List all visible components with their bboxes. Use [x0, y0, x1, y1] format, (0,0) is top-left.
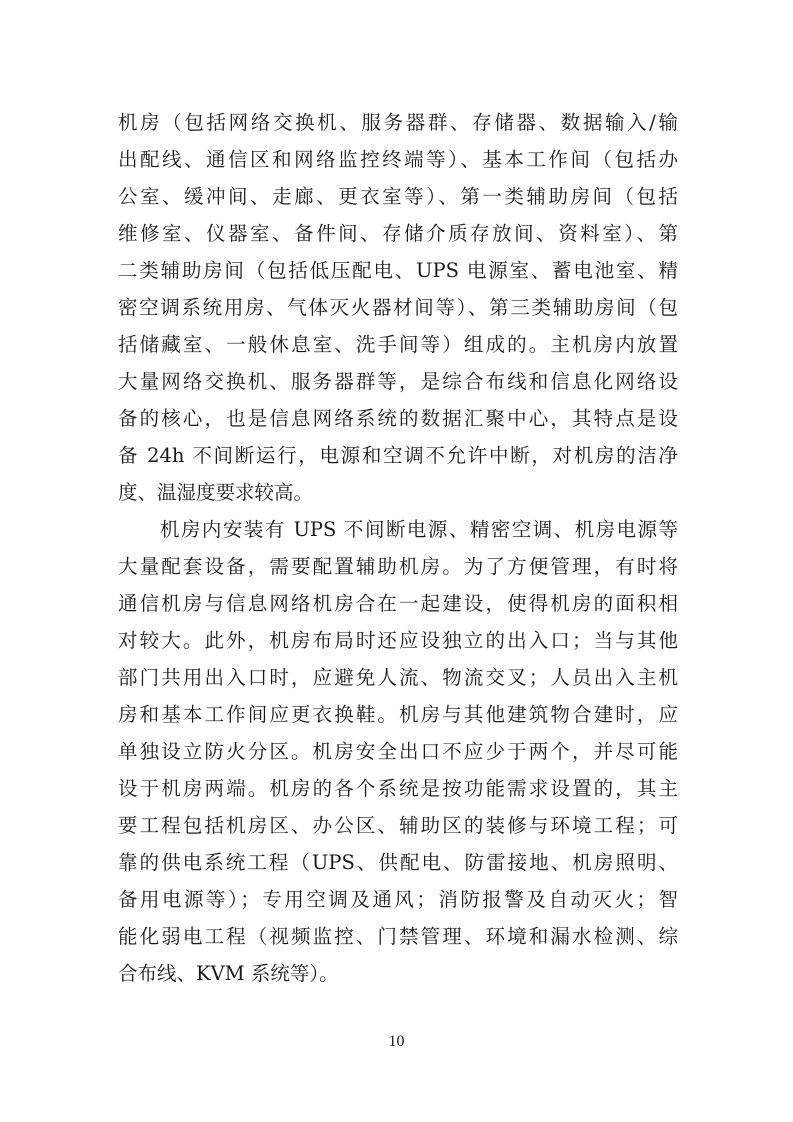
- text-line: 公室、缓冲间、走廊、更衣室等）、第一类辅助房间（包括: [118, 185, 678, 208]
- page-number: 10: [388, 1033, 405, 1050]
- text-line: 部门共用出入口时，应避免人流、物流交叉；人员出入主机: [118, 666, 678, 689]
- text-line: 设于机房两端。机房的各个系统是按功能需求设置的，其主: [118, 777, 678, 800]
- text-line: 备的核心，也是信息网络系统的数据汇聚中心，其特点是设: [118, 407, 678, 430]
- text-line: 大量网络交换机、服务器群等，是综合布线和信息化网络设: [118, 370, 678, 393]
- text-line: 维修室、仪器室、备件间、存储介质存放间、资料室）、第: [118, 222, 678, 245]
- text-line: 密空调系统用房、气体灭火器材间等）、第三类辅助房间（包: [118, 296, 678, 319]
- text-line: 对较大。此外，机房布局时还应设独立的出入口；当与其他: [118, 629, 678, 652]
- text-line: 大量配套设备，需要配置辅助机房。为了方便管理，有时将: [118, 555, 678, 578]
- text-line: 出配线、通信区和网络监控终端等）、基本工作间（包括办: [118, 148, 678, 171]
- text-line: 度、温湿度要求较高。: [118, 481, 314, 504]
- text-line: 能化弱电工程（视频监控、门禁管理、环境和漏水检测、综: [118, 925, 678, 948]
- text-line: 机房内安装有 UPS 不间断电源、精密空调、机房电源等: [160, 518, 678, 541]
- text-line: 通信机房与信息网络机房合在一起建设，使得机房的面积相: [118, 592, 678, 615]
- text-line: 二类辅助房间（包括低压配电、UPS 电源室、蓄电池室、精: [118, 259, 678, 282]
- text-line: 房和基本工作间应更衣换鞋。机房与其他建筑物合建时，应: [118, 703, 678, 726]
- text-line: 靠的供电系统工程（UPS、供配电、防雷接地、机房照明、: [118, 851, 678, 874]
- text-line: 括储藏室、一般休息室、洗手间等）组成的。主机房内放置: [118, 333, 678, 356]
- text-line: 合布线、KVM 系统等）。: [118, 962, 339, 985]
- text-line: 要工程包括机房区、办公区、辅助区的装修与环境工程；可: [118, 814, 678, 837]
- text-line: 备用电源等）；专用空调及通风；消防报警及自动灭火；智: [118, 888, 678, 911]
- text-line: 机房（包括网络交换机、服务器群、存储器、数据输入/输: [118, 111, 678, 134]
- text-line: 单独设立防火分区。机房安全出口不应少于两个，并尽可能: [118, 740, 678, 763]
- text-line: 备 24h 不间断运行，电源和空调不允许中断，对机房的洁净: [118, 444, 678, 467]
